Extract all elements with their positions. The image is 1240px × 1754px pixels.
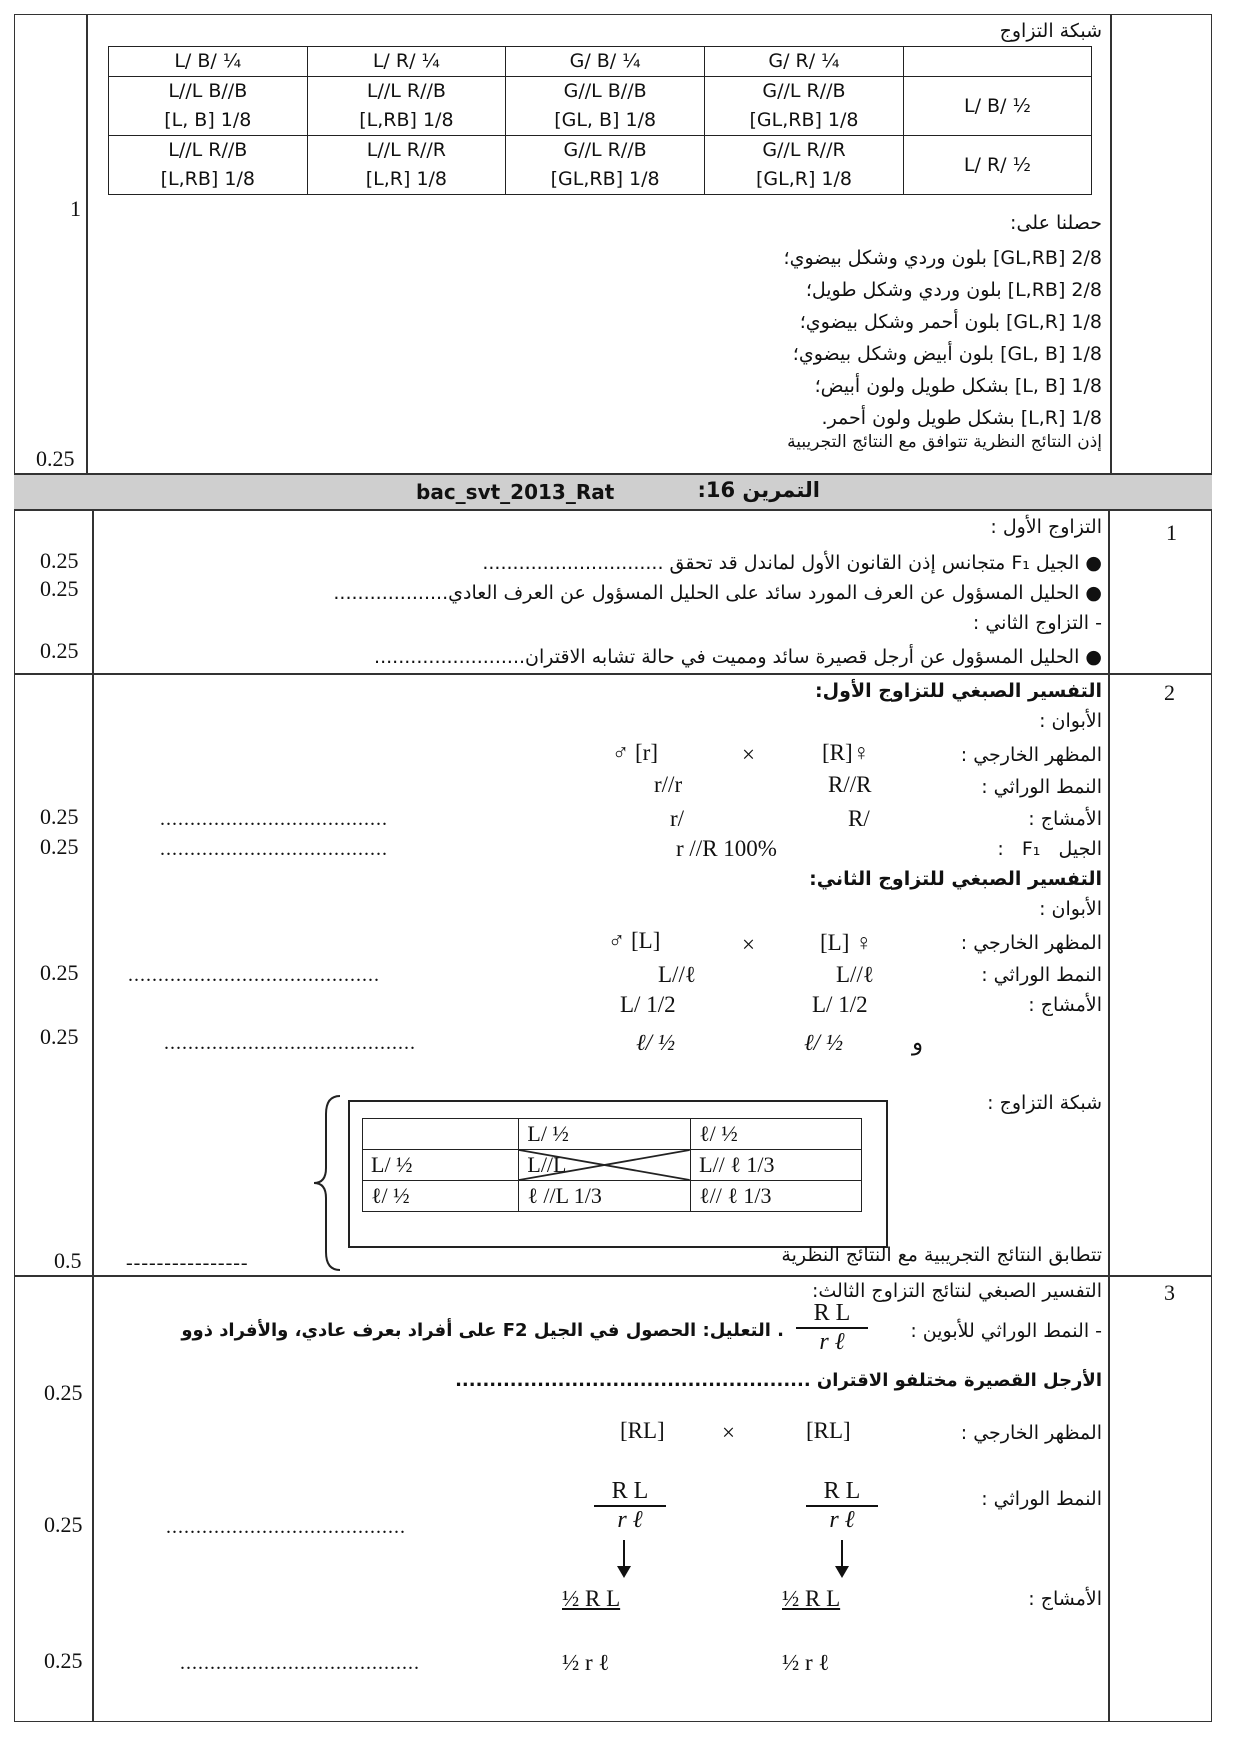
- grid-cell: G//L B//B [GL, B] 1/8: [506, 77, 705, 136]
- q1-bullet: ● الحليل المسؤول عن أرجل قصيرة سائد ومميت في حالة تشابه الاقتران.........................: [374, 646, 1102, 668]
- result-line: 1/8 [GL, B] بلون أبيض وشكل بيضوي؛: [792, 343, 1102, 365]
- q3-line1a: - النمط الوراثي للأبوين :: [910, 1320, 1102, 1342]
- f1-genotype: r //R 100%: [676, 836, 777, 861]
- q3-gametes-label: الأمشاج :: [1028, 1588, 1102, 1610]
- q3-genotype-label: النمط الوراثي :: [981, 1488, 1102, 1510]
- female-phenotype: [R]♀: [822, 740, 870, 765]
- and-word: و: [912, 1030, 924, 1055]
- grid-cell: L//L R//B [L,RB] 1/8: [109, 136, 308, 195]
- cross-sign: ×: [742, 742, 755, 767]
- grid-header-cell: G/ R/ ¼: [705, 47, 904, 77]
- number-column-divider: [1108, 511, 1110, 1722]
- grid-row-label: L/ R/ ½: [903, 136, 1091, 195]
- q2-phenotype-label: المظهر الخارجي :: [960, 932, 1102, 954]
- female-gamete: ℓ/ ½: [804, 1030, 843, 1055]
- grid-header-cell: [903, 47, 1091, 77]
- grid-cell: ℓ //L 1/3: [519, 1181, 691, 1212]
- gamete: ½ r ℓ: [562, 1650, 610, 1675]
- arrow-down-icon: [832, 1540, 852, 1580]
- grid-cell: G//L R//B [GL,RB] 1/8: [506, 136, 705, 195]
- parent-phenotype: [RL]: [806, 1418, 851, 1443]
- female-gamete: L/ 1/2: [812, 992, 868, 1017]
- grid-cell: G//L R//B [GL,RB] 1/8: [705, 77, 904, 136]
- score: 0.25: [40, 960, 79, 985]
- q2-conclusion: تتطابق النتائج التجريبية مع النتائج النظرية: [781, 1244, 1102, 1266]
- result-line: 2/8 [L,RB] بلون وردي وشكل طويل؛: [805, 279, 1102, 301]
- parent-genotype-fraction: R L r ℓ: [806, 1478, 878, 1534]
- arrow-down-icon: [614, 1540, 634, 1580]
- score: 0.25: [40, 638, 79, 663]
- result-line: 2/8 [GL,RB] بلون وردي وشكل بيضوي؛: [783, 247, 1102, 269]
- answer-dots: ........................................: [180, 1652, 420, 1674]
- score: 0.25: [40, 548, 79, 573]
- q3-title: التفسير الصبغي لنتائج التزاوج الثالث:: [811, 1280, 1102, 1302]
- parent-phenotype: [RL]: [620, 1418, 665, 1443]
- q1-bullet: ● الجيل F₁ متجانس إذن القانون الأول لماندل قد تحقق ..............................: [482, 552, 1102, 574]
- score: 0.25: [44, 1380, 83, 1405]
- q1-heading: التزاوج الأول :: [990, 516, 1102, 538]
- grid-title: شبكة التزاوج: [999, 20, 1102, 42]
- row-divider: [14, 673, 1212, 675]
- female-gamete: R/: [848, 806, 870, 831]
- female-genotype: L//ℓ: [836, 962, 874, 987]
- grid-cell: L//L B//B [L, B] 1/8: [109, 77, 308, 136]
- grid-label: شبكة التزاوج :: [987, 1092, 1102, 1114]
- q3-line2: الأرجل القصيرة مختلفو الاقتران ....................................................: [455, 1370, 1102, 1391]
- results-list: [784, 242, 1102, 434]
- question-number: 1: [1166, 520, 1177, 545]
- grid-header-cell: G/ B/ ¼: [506, 47, 705, 77]
- number-column-divider: [1110, 14, 1112, 473]
- q1-bullet: ● الحليل المسؤول عن العرف المورد سائد على الحليل المسؤول عن العرف العادي...................: [333, 582, 1102, 604]
- q1-heading2: - التزاوج الثاني :: [972, 612, 1102, 634]
- question-number: 2: [1164, 680, 1175, 705]
- q2-gametes-label: الأمشاج :: [1028, 808, 1102, 830]
- male-genotype: L//ℓ: [658, 962, 696, 987]
- score-column-divider: [92, 511, 94, 1722]
- cross-out-mark: [519, 1150, 690, 1180]
- grid-row-label: ℓ/ ½: [363, 1181, 519, 1212]
- q3-line1b: . التعليل: الحصول في الجيل F2 على أفراد بعرف عادي، والأفراد ذوو: [181, 1320, 784, 1341]
- score: 0.25: [40, 1024, 79, 1049]
- cross-grid-table: [108, 46, 1092, 195]
- result-line: 1/8 [L,R] بشكل طويل ولون أحمر.: [821, 407, 1102, 429]
- grid-header-cell: L/ R/ ¼: [307, 47, 506, 77]
- answer-dots: ..........................................: [128, 964, 380, 986]
- conclusion: إذن النتائج النظرية تتوافق مع النتائج التجريبية: [787, 432, 1102, 452]
- grid-cell: L//L R//B [L,RB] 1/8: [307, 77, 506, 136]
- gamete: ½ R L: [562, 1586, 621, 1611]
- score-column-divider: [86, 14, 88, 473]
- q2-phenotype-label: المظهر الخارجي :: [960, 744, 1102, 766]
- result-line: 1/8 [GL,R] بلون أحمر وشكل بيضوي؛: [799, 311, 1102, 333]
- female-phenotype: [L] ♀: [820, 930, 873, 955]
- score: 0.25: [36, 446, 75, 471]
- parent-genotype-fraction: R L r ℓ: [594, 1478, 666, 1534]
- row-divider: [14, 1275, 1212, 1277]
- exercise-source: bac_svt_2013_Rat: [416, 480, 615, 504]
- female-genotype: R//R: [828, 772, 872, 797]
- grid-header-cell: [363, 1119, 519, 1150]
- grid-header-cell: ℓ/ ½: [691, 1119, 862, 1150]
- score: 1: [70, 196, 81, 221]
- answer-dots: ..........................................: [164, 1032, 416, 1054]
- score: 0.25: [40, 576, 79, 601]
- grid-row-label: L/ B/ ½: [903, 77, 1091, 136]
- answer-dots: ......................................: [160, 808, 388, 830]
- grid-cell: ℓ// ℓ 1/3: [691, 1181, 862, 1212]
- q2-f1-label: الجيل F₁ :: [997, 838, 1102, 860]
- cross-sign: ×: [722, 1420, 735, 1445]
- q2-genotype-label: النمط الوراثي :: [981, 964, 1102, 986]
- answer-dots: ......................................: [160, 838, 388, 860]
- answer-dashes: ----------------: [126, 1252, 249, 1274]
- male-gamete: L/ 1/2: [620, 992, 676, 1017]
- q2-title2: التفسير الصبغي للتزاوج الثاني:: [809, 868, 1102, 890]
- grid-header-cell: L/ B/ ¼: [109, 47, 308, 77]
- q2-gametes-label: الأمشاج :: [1028, 994, 1102, 1016]
- score: 0.25: [40, 804, 79, 829]
- result-line: 1/8 [L, B] بشكل طويل ولون أبيض؛: [814, 375, 1102, 397]
- score: 0.25: [44, 1648, 83, 1673]
- male-genotype: r//r: [654, 772, 683, 797]
- male-phenotype: ♂ [r]: [612, 740, 658, 765]
- left-brace: [312, 1094, 342, 1272]
- grid-cell-crossed: L//L: [519, 1150, 691, 1181]
- gamete: ½ r ℓ: [782, 1650, 830, 1675]
- obtained-title: حصلنا على:: [1010, 212, 1102, 234]
- male-gamete: ℓ/ ½: [636, 1030, 675, 1055]
- grid-header-cell: L/ ½: [519, 1119, 691, 1150]
- score: 0.25: [40, 834, 79, 859]
- grid-cell: L// ℓ 1/3: [691, 1150, 862, 1181]
- gamete: ½ R L: [782, 1586, 841, 1611]
- q2-parents: الأبوان :: [1039, 710, 1102, 732]
- grid-cell: G//L R//R [GL,R] 1/8: [705, 136, 904, 195]
- parents-genotype-fraction: R L r ℓ: [796, 1300, 868, 1356]
- exercise-title: التمرين 16:: [697, 478, 820, 502]
- score: 0.5: [54, 1248, 82, 1273]
- grid-cell: L//L R//R [L,R] 1/8: [307, 136, 506, 195]
- q3-phenotype-label: المظهر الخارجي :: [960, 1422, 1102, 1444]
- question-number: 3: [1164, 1280, 1175, 1305]
- answer-dots: ........................................: [166, 1516, 406, 1538]
- cross-sign: ×: [742, 932, 755, 957]
- score: 0.25: [44, 1512, 83, 1537]
- grid-row-label: L/ ½: [363, 1150, 519, 1181]
- male-phenotype: ♂ [L]: [608, 928, 661, 953]
- q2-genotype-label: النمط الوراثي :: [981, 776, 1102, 798]
- cross-grid-2: [362, 1118, 862, 1212]
- male-gamete: r/: [670, 806, 685, 831]
- q2-parents2: الأبوان :: [1039, 898, 1102, 920]
- q2-title1: التفسير الصبغي للتزاوج الأول:: [815, 680, 1102, 702]
